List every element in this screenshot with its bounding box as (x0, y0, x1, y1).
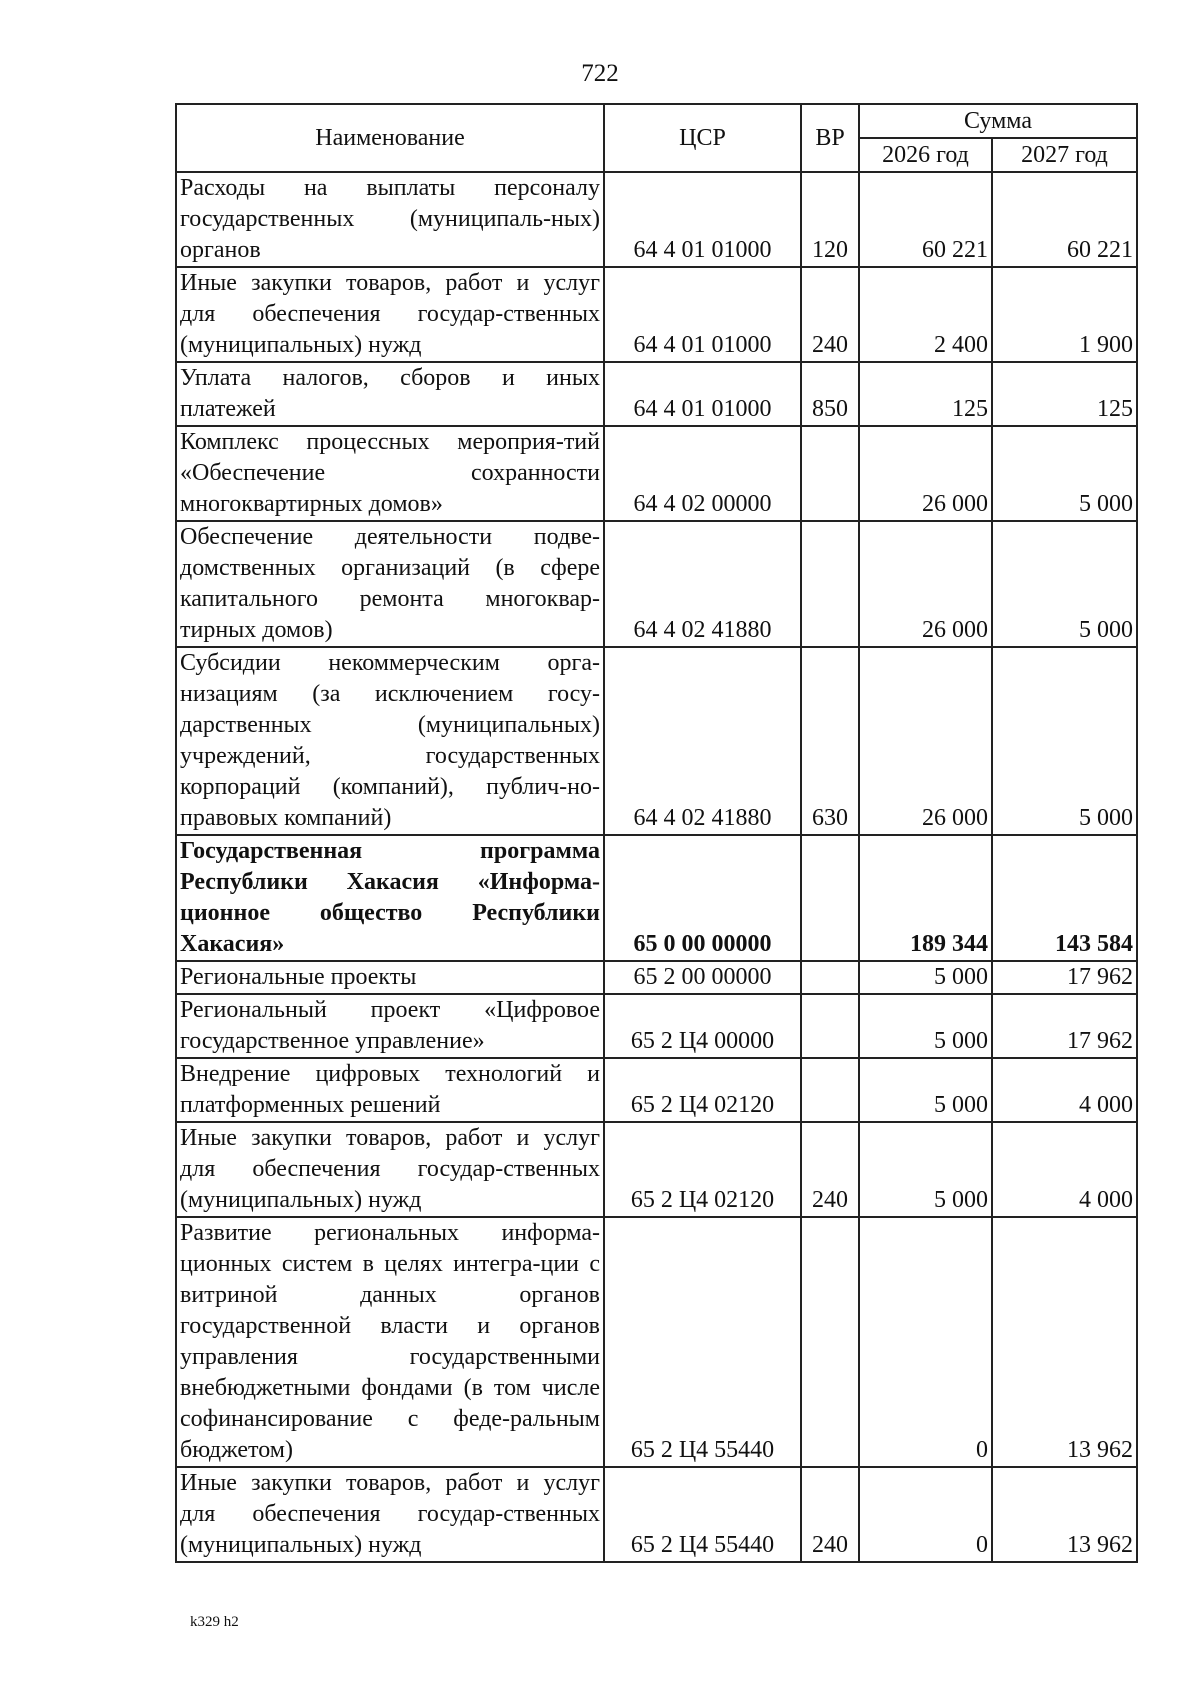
row-csr: 65 2 Ц4 02120 (604, 1058, 801, 1122)
header-row-top (176, 104, 1137, 138)
row-amount-2027: 143 584 (992, 835, 1137, 961)
page-number: 722 (581, 60, 619, 87)
row-name: Развитие региональных информа-ционных систем в целях интегра-ции с витриной данных органов государственной власти и органов управления государственными внебюджетными фондами (в том числе софинансирование с феде-ральным бюджетом) (176, 1217, 604, 1467)
row-amount-2026: 26 000 (859, 647, 992, 835)
row-vr (801, 1217, 859, 1467)
row-csr: 65 2 Ц4 55440 (604, 1217, 801, 1467)
row-amount-2027: 17 962 (992, 994, 1137, 1058)
table-row (176, 362, 1137, 426)
row-amount-2026: 2 400 (859, 267, 992, 362)
row-name: Субсидии некоммерческим орга-низациям (за исключением госу-дарственных (муниципальных) учреждений, государственных корпораций (компаний), публич-но-правовых компаний) (176, 647, 604, 835)
row-name: Региональный проект «Цифровое государственное управление» (176, 994, 604, 1058)
row-amount-2027: 17 962 (992, 961, 1137, 994)
row-name: Обеспечение деятельности подве-домственных организаций (в сфере капитального ремонта многоквар-тирных домов) (176, 521, 604, 647)
row-amount-2027: 5 000 (992, 521, 1137, 647)
row-amount-2026: 5 000 (859, 961, 992, 994)
row-amount-2027: 125 (992, 362, 1137, 426)
row-csr: 65 2 00 00000 (604, 961, 801, 994)
header-vr: ВР (801, 104, 859, 172)
row-amount-2026: 60 221 (859, 172, 992, 267)
row-amount-2027: 5 000 (992, 647, 1137, 835)
table-row (176, 1467, 1137, 1562)
row-vr: 240 (801, 267, 859, 362)
row-name: Расходы на выплаты персоналу государственных (муниципаль-ных) органов (176, 172, 604, 267)
row-amount-2026: 26 000 (859, 521, 992, 647)
table-row (176, 1058, 1137, 1122)
row-vr (801, 521, 859, 647)
row-amount-2027: 13 962 (992, 1217, 1137, 1467)
footer-mark: k329 h2 (190, 1614, 239, 1630)
row-vr: 120 (801, 172, 859, 267)
row-vr (801, 835, 859, 961)
row-amount-2027: 5 000 (992, 426, 1137, 521)
row-csr: 65 2 Ц4 55440 (604, 1467, 801, 1562)
row-name: Региональные проекты (176, 961, 604, 994)
row-name: Иные закупки товаров, работ и услуг для обеспечения государ-ственных (муниципальных) нужд (176, 267, 604, 362)
table-row (176, 1122, 1137, 1217)
row-vr: 630 (801, 647, 859, 835)
row-vr: 850 (801, 362, 859, 426)
row-csr: 64 4 02 41880 (604, 521, 801, 647)
row-amount-2026: 5 000 (859, 1122, 992, 1217)
row-amount-2026: 5 000 (859, 994, 992, 1058)
row-name: Внедрение цифровых технологий и платформенных решений (176, 1058, 604, 1122)
row-csr: 65 0 00 00000 (604, 835, 801, 961)
budget-table (175, 103, 1138, 1563)
header-year-2027: 2027 год (992, 138, 1137, 172)
row-name: Иные закупки товаров, работ и услуг для обеспечения государ-ственных (муниципальных) нужд (176, 1467, 604, 1562)
row-csr: 64 4 01 01000 (604, 362, 801, 426)
row-name: Комплекс процессных мероприя-тий «Обеспечение сохранности многоквартирных домов» (176, 426, 604, 521)
table-body (176, 172, 1137, 1562)
table-row (176, 426, 1137, 521)
row-amount-2026: 125 (859, 362, 992, 426)
header-year-2026: 2026 год (859, 138, 992, 172)
row-vr (801, 1058, 859, 1122)
row-csr: 64 4 01 01000 (604, 267, 801, 362)
row-name: Государственная программа Республики Хакасия «Информа-ционное общество Республики Хакасия» (176, 835, 604, 961)
row-amount-2026: 0 (859, 1467, 992, 1562)
row-csr: 65 2 Ц4 02120 (604, 1122, 801, 1217)
row-csr: 65 2 Ц4 00000 (604, 994, 801, 1058)
table-row (176, 835, 1137, 961)
row-vr (801, 961, 859, 994)
row-amount-2027: 4 000 (992, 1122, 1137, 1217)
header-name: Наименование (176, 104, 604, 172)
row-amount-2026: 189 344 (859, 835, 992, 961)
row-amount-2026: 0 (859, 1217, 992, 1467)
header-sum: Сумма (859, 104, 1137, 138)
table-row (176, 994, 1137, 1058)
row-csr: 64 4 01 01000 (604, 172, 801, 267)
table-row (176, 961, 1137, 994)
row-amount-2027: 60 221 (992, 172, 1137, 267)
row-amount-2027: 13 962 (992, 1467, 1137, 1562)
row-csr: 64 4 02 41880 (604, 647, 801, 835)
table-row (176, 647, 1137, 835)
table-row (176, 521, 1137, 647)
row-csr: 64 4 02 00000 (604, 426, 801, 521)
row-amount-2026: 5 000 (859, 1058, 992, 1122)
table-row (176, 267, 1137, 362)
table-row (176, 1217, 1137, 1467)
row-amount-2027: 4 000 (992, 1058, 1137, 1122)
row-amount-2027: 1 900 (992, 267, 1137, 362)
row-vr (801, 426, 859, 521)
row-vr: 240 (801, 1467, 859, 1562)
row-vr: 240 (801, 1122, 859, 1217)
header-csr: ЦСР (604, 104, 801, 172)
row-name: Иные закупки товаров, работ и услуг для обеспечения государ-ственных (муниципальных) нужд (176, 1122, 604, 1217)
row-vr (801, 994, 859, 1058)
row-amount-2026: 26 000 (859, 426, 992, 521)
row-name: Уплата налогов, сборов и иных платежей (176, 362, 604, 426)
table-row (176, 172, 1137, 267)
